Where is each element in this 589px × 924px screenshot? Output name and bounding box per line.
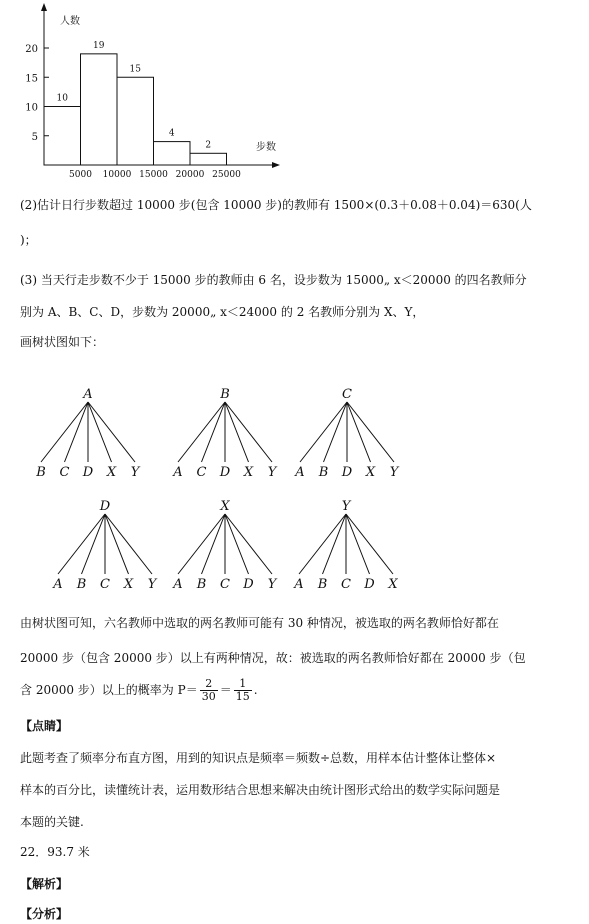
- answer-part3-line2: 别为 A、B、C、D，步数为 20000„ x＜24000 的 2 名教师分别为 X、Y，: [20, 305, 425, 319]
- fenxi-heading: 【分析】: [20, 907, 69, 921]
- x-axis-label: 步数: [256, 142, 276, 153]
- x-axis-arrow: [272, 162, 280, 168]
- y-tick-label: 20: [25, 44, 38, 55]
- tree-leaf-label: Y: [267, 577, 277, 592]
- histogram-bar: [117, 77, 154, 165]
- tree-branch: [225, 514, 272, 574]
- tree-leaf-label: B: [76, 577, 87, 592]
- tree-leaf-label: B: [36, 465, 46, 480]
- tree-leaf-label: D: [243, 577, 254, 592]
- tree-branch: [88, 402, 112, 462]
- answer-part3-line1: (3) 当天行走步数不少于 15000 步的教师由 6 名，设步数为 15000„ x＜20000 的四名教师分: [20, 273, 527, 287]
- fraction-1-over-15: [234, 678, 252, 703]
- tree-b: [172, 387, 277, 480]
- fraction-numerator: 2: [200, 678, 218, 691]
- tree-diagrams: [0, 380, 589, 595]
- dianjing-line3: 本题的关键.: [20, 815, 84, 829]
- x-tick-label: 15000: [139, 170, 168, 180]
- fraction-denominator: 15: [235, 690, 250, 703]
- tree-leaf-label: X: [388, 577, 398, 592]
- tree-branch: [41, 402, 88, 462]
- tree-leaf-label: C: [341, 577, 351, 592]
- conclusion-line3-suffix: .: [253, 683, 258, 697]
- tree-leaf-label: Y: [267, 465, 277, 480]
- dianjing-line2: 样本的百分比，读懂统计表，运用数形结合思想来解决由统计图形式给出的数学实际问题是: [20, 783, 501, 797]
- conclusion-line2: 20000 步（包含 20000 步）以上有两种情况，故：被选取的两名教师恰好都在 20000 步（包: [20, 651, 526, 665]
- tree-branch: [346, 514, 370, 574]
- conclusion-line3: [20, 678, 258, 703]
- tree-root-label: B: [220, 387, 230, 402]
- tree-c: [294, 387, 399, 480]
- tree-leaf-label: B: [196, 577, 207, 592]
- fraction-2-over-30: [200, 678, 218, 703]
- tree-leaf-label: D: [364, 577, 375, 592]
- answer-part3-line3: 画树状图如下：: [20, 335, 105, 349]
- tree-leaf-label: D: [219, 465, 231, 480]
- tree-leaf-label: D: [341, 465, 353, 480]
- histogram-bar: [44, 107, 81, 166]
- x-tick-label: 20000: [175, 170, 205, 180]
- tree-branch: [88, 402, 135, 462]
- tree-leaf-label: C: [100, 577, 110, 592]
- tree-leaf-label: X: [365, 465, 376, 480]
- equals-sign: ＝: [219, 683, 232, 697]
- tree-branch: [347, 402, 371, 462]
- tree-branch: [225, 402, 272, 462]
- bar-value-label: 19: [93, 40, 105, 51]
- answer-part2-line1: (2)估计日行步数超过 10000 步(包含 10000 步)的教师有 1500×(0.3＋0.08＋0.04)＝630(人: [20, 198, 532, 212]
- tree-leaf-label: X: [106, 465, 117, 480]
- tree-leaf-label: Y: [130, 465, 140, 480]
- tree-branch: [346, 514, 393, 574]
- x-tick-label: 5000: [69, 170, 92, 180]
- tree-branch: [82, 514, 106, 574]
- tree-root-label: Y: [341, 499, 351, 514]
- tree-leaf-label: A: [295, 465, 305, 480]
- tree-y: [293, 499, 398, 592]
- tree-branch: [347, 402, 394, 462]
- tree-leaf-label: C: [59, 465, 70, 480]
- tree-root-label: D: [99, 499, 111, 514]
- x-tick-label: 25000: [212, 170, 241, 180]
- y-axis-arrow: [41, 3, 47, 11]
- fraction-denominator: 30: [201, 690, 216, 703]
- dianjing-line1: 此题考查了频率分布直方图，用到的知识点是频率＝频数÷总数，用样本估计整体让整体×: [20, 751, 497, 765]
- tree-branch: [225, 402, 249, 462]
- tree-leaf-label: D: [82, 465, 94, 480]
- tree-leaf-label: X: [123, 577, 134, 592]
- tree-x: [172, 499, 277, 592]
- histogram-bar: [154, 142, 191, 165]
- tree-branch: [299, 514, 346, 574]
- tree-leaf-label: A: [294, 577, 304, 592]
- x-tick-label: 10000: [102, 170, 132, 180]
- jiexi-heading: 【解析】: [20, 877, 69, 891]
- y-tick-label: 5: [31, 131, 38, 143]
- tree-branch: [300, 402, 347, 462]
- bar-value-label: 4: [168, 128, 175, 139]
- tree-branch: [202, 402, 226, 462]
- tree-leaf-label: A: [173, 465, 183, 480]
- conclusion-line1: 由树状图可知，六名教师中选取的两名教师可能有 30 种情况，被选取的两名教师恰好都在: [20, 616, 499, 630]
- tree-leaf-label: A: [173, 577, 183, 592]
- question-22-answer: 22．93.7 米: [20, 845, 90, 859]
- tree-branch: [65, 402, 89, 462]
- tree-root-label: X: [220, 499, 230, 514]
- tree-branch: [178, 514, 225, 574]
- tree-branch: [324, 402, 348, 462]
- bar-value-label: 2: [205, 140, 212, 151]
- bar-value-label: 15: [129, 64, 141, 75]
- tree-leaf-label: C: [220, 577, 230, 592]
- tree-leaf-label: B: [317, 577, 328, 592]
- y-axis-label: 人数: [60, 16, 80, 27]
- conclusion-line3-prefix: 含 20000 步）以上的概率为 P＝: [20, 683, 198, 697]
- histogram-axes: [41, 3, 280, 168]
- tree-branch: [225, 514, 249, 574]
- tree-branch: [105, 514, 152, 574]
- tree-a: [35, 387, 140, 480]
- y-tick-label: 10: [25, 102, 38, 114]
- tree-branch: [178, 402, 225, 462]
- tree-leaf-label: Y: [389, 465, 399, 480]
- answer-part2-line2: )；: [20, 233, 37, 247]
- histogram-bar: [81, 54, 118, 165]
- tree-d: [52, 499, 157, 592]
- histogram-labels: [25, 14, 276, 180]
- bar-value-label: 10: [56, 93, 68, 104]
- fraction-numerator: 1: [234, 678, 252, 691]
- tree-branch: [323, 514, 347, 574]
- tree-leaf-label: A: [53, 577, 63, 592]
- tree-leaf-label: Y: [147, 577, 157, 592]
- tree-branch: [202, 514, 226, 574]
- tree-root-label: A: [83, 387, 93, 402]
- tree-leaf-label: X: [243, 465, 254, 480]
- dianjing-heading: 【点睛】: [20, 719, 69, 733]
- y-tick-label: 15: [25, 73, 38, 85]
- tree-leaf-label: C: [196, 465, 207, 480]
- tree-leaf-label: B: [318, 465, 329, 480]
- tree-branch: [58, 514, 105, 574]
- tree-root-label: C: [342, 387, 352, 402]
- histogram-bar: [190, 153, 227, 165]
- tree-branch: [105, 514, 129, 574]
- step-count-histogram: [0, 0, 300, 185]
